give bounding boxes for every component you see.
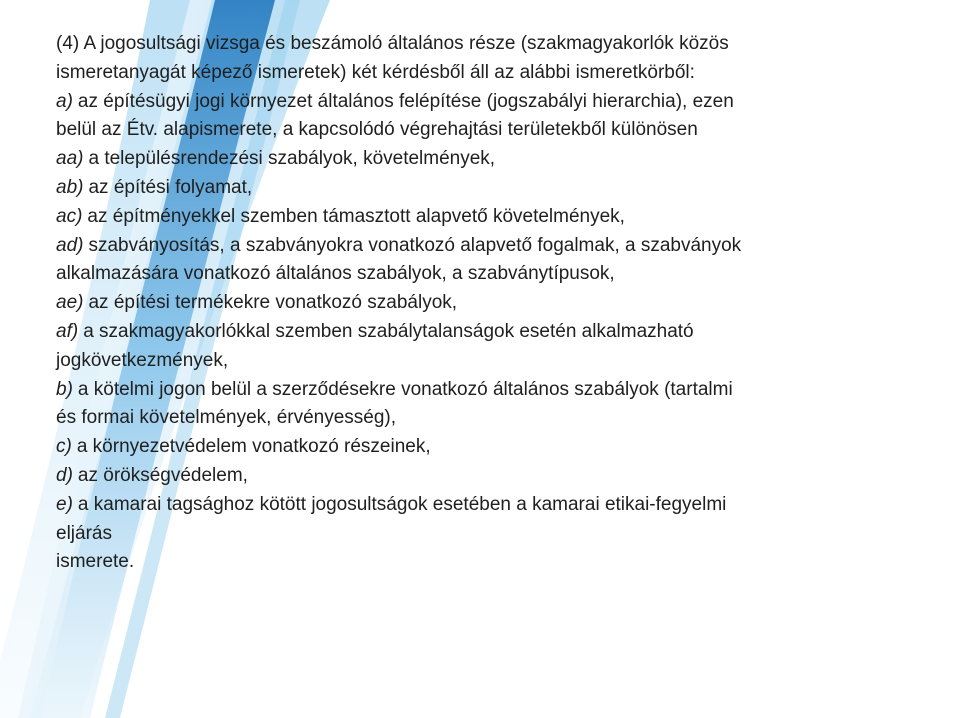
line-text: ismerete. [56,551,135,573]
line-text: alkalmazására vonatkozó általános szabályok, a szabványtípusok, [56,263,615,285]
text-line [56,376,936,405]
line-text: az építési termékekre vonatkozó szabályok, [88,292,458,314]
line-text: ismeretanyagát képező ismeretek) két kérdésből áll az alábbi ismeretkörből: [56,61,695,83]
line-text: a kötelmi jogon belül a szerződésekre vonatkozó általános szabályok (tartalmi [77,378,733,400]
line-text: a kamarai tagsághoz kötött jogosultságok esetében a kamarai etikai-fegyelmi [77,493,727,515]
line-text: a környezetvédelem vonatkozó részeinek, [76,436,431,458]
text-line [56,203,936,232]
list-marker: a) [56,90,73,112]
list-marker: d) [56,464,73,486]
list-marker: ab) [56,176,84,198]
list-marker: aa) [56,148,84,170]
text-line [56,548,936,577]
list-marker: e) [56,493,73,515]
text-line [56,347,936,376]
text-line [56,433,936,462]
text-line [56,232,936,261]
text-line [56,520,936,549]
text-line [56,462,936,491]
text-line [56,404,936,433]
text-line [56,318,936,347]
line-text: az építésügyi jogi környezet általános felépítése (jogszabályi hierarchia), ezen [77,90,734,112]
line-text: a szakmagyakorlókkal szemben szabálytalanságok esetén alkalmazható [83,320,694,342]
line-text: az építményekkel szemben támasztott alapvető követelmények, [87,205,625,227]
line-text: és formai követelmények, érvényesség), [56,407,397,429]
line-text: szabványosítás, a szabványokra vonatkozó alapvető fogalmak, a szabványok [88,234,742,256]
list-marker: ac) [56,205,83,227]
line-text: (4) A jogosultsági vizsga és beszámoló általános része (szakmagyakorlók közös [56,33,729,54]
text-line [56,174,936,203]
line-text: az örökségvédelem, [77,464,248,486]
text-line [56,260,936,289]
text-line [56,116,936,145]
text-line [56,145,936,174]
line-text: az építési folyamat, [88,176,253,198]
text-line [56,289,936,318]
text-line [56,59,936,88]
line-text: belül az Étv. alapismerete, a kapcsolódó végrehajtási területekből különösen [56,119,698,141]
list-marker: b) [56,378,73,400]
line-text: eljárás [56,522,112,544]
list-marker: c) [56,436,72,458]
list-marker: ad) [56,234,84,256]
list-marker: ae) [56,292,84,314]
line-text: jogkövetkezmények, [56,349,229,371]
line-text: a településrendezési szabályok, követelmények, [88,148,496,170]
text-line [56,491,936,520]
text-line [56,30,936,59]
document-body [56,30,936,577]
list-marker: af) [56,320,79,342]
text-line [56,88,936,117]
